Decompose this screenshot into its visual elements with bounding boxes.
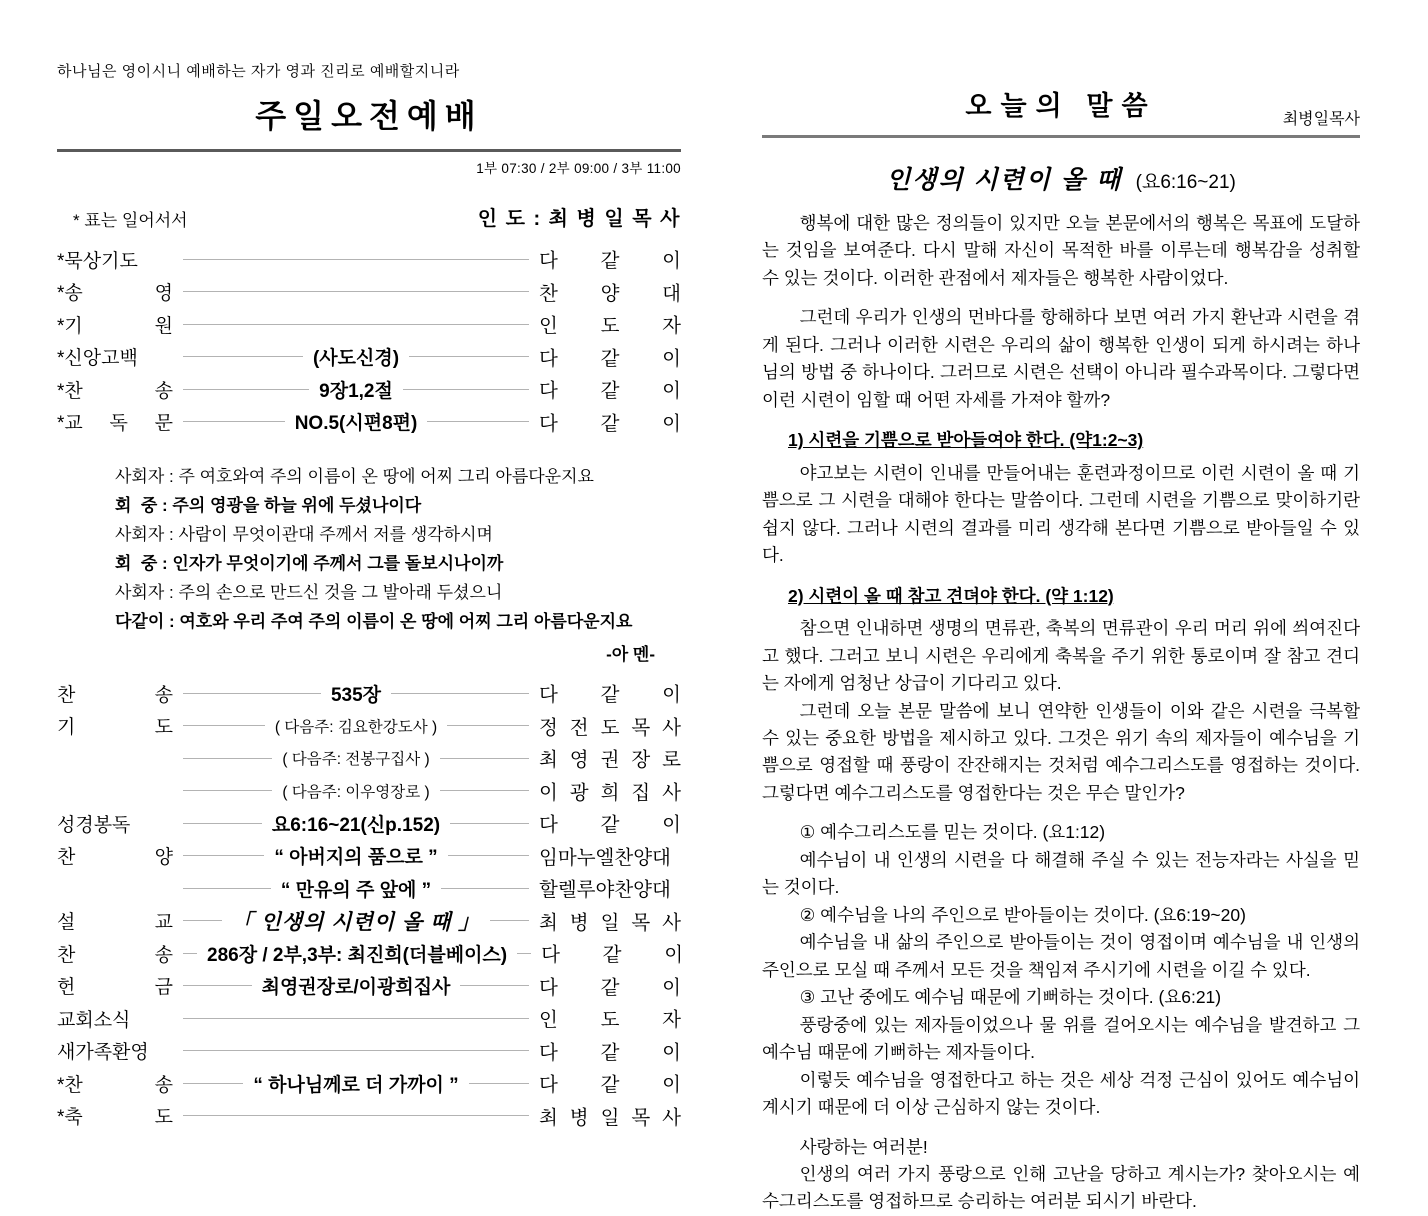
leader-line xyxy=(183,389,309,390)
leader-line xyxy=(450,823,529,824)
sermon-header xyxy=(762,84,1360,128)
reading-line xyxy=(115,549,681,578)
reading-speaker: 다같이 : xyxy=(115,612,180,631)
order-row xyxy=(57,1035,681,1068)
reading-line xyxy=(115,462,681,491)
sermon-paragraph: 인생의 여러 가지 풍랑으로 인해 고난을 당하고 계시는가? 찾아오시는 예수그리스도를 영접하므로 승리하는 여러분 되시기 바란다. xyxy=(762,1164,1360,1212)
order-row xyxy=(57,308,681,341)
sermon-paragraph: ② 예수님을 나의 주인으로 받아들이는 것이다. (요6:19~20) xyxy=(799,904,1246,925)
order-row xyxy=(57,1100,681,1133)
sermon-paragraph: 그런데 오늘 본문 말씀에 보니 연약한 인생들이 이와 같은 시련을 극복할 수 있는 중요한 방법을 제시하고 있다. 그것은 위기 속의 제자들이 예수님을 기쁨으로 영접할 때 풍랑이 잔잔해지는 것처럼 예수그리스도를 영접하는 것이다. 그렇다면 예수그리스도를 영접한다는 것은 무슨 말인가? xyxy=(762,700,1360,803)
order-of-worship-part2 xyxy=(57,677,684,1132)
reading-line xyxy=(115,491,681,520)
order-item-label: *송 영 xyxy=(57,283,173,305)
order-item-content: NO.5(시편8편) xyxy=(294,413,418,435)
order-row xyxy=(57,840,681,873)
order-item-label: *축 도 xyxy=(57,1107,173,1129)
order-row xyxy=(57,1002,681,1035)
order-item-person: 찬 양 대 xyxy=(539,282,681,305)
order-item-label: 찬 송 xyxy=(57,944,173,966)
leader-line xyxy=(441,888,529,889)
sermon-paragraph: ① 예수그리스도를 믿는 것이다. (요1:12) xyxy=(799,822,1106,843)
reading-text: 주 여호와여 주의 이름이 온 땅에 어찌 그리 아름다운지요 xyxy=(178,467,594,486)
order-of-worship-part1 xyxy=(57,243,681,438)
reading-line xyxy=(115,607,681,636)
service-leader: 인 도 : 최 병 일 목 사 xyxy=(477,208,681,230)
sermon-title: 인생의 시련이 올 때 xyxy=(886,166,1123,194)
leader-line xyxy=(183,1018,529,1019)
sermon-paragraph: ③ 고난 중에도 예수님 때문에 기뻐하는 것이다. (요6:21) xyxy=(799,987,1222,1008)
leader-line xyxy=(183,421,285,422)
order-item-content: 535장 xyxy=(330,684,382,706)
order-item-person: 정 전 도 목 사 xyxy=(539,716,681,739)
sermon-column xyxy=(762,84,1360,1216)
divider-rule xyxy=(57,149,681,152)
order-item-content: 최영권장로/이광희집사 xyxy=(261,977,451,999)
sermon-paragraph: 그런데 우리가 인생의 먼바다를 항해하다 보면 여러 가지 환난과 시련을 겪게 된다. 그러나 이러한 시련은 우리의 삶이 행복한 인생이 되게 하시려는 하나님의 방법 중 하나이다. 그러므로 시련은 선택이 아니라 필수과목이다. 그렇다면 이런 시련이 임할 때 어떤 자세를 가져야 할까? xyxy=(762,307,1360,410)
order-item-label: 새가족환영 xyxy=(57,1042,149,1064)
reading-speaker: 회 중 : xyxy=(115,496,173,515)
leader-line xyxy=(183,888,271,889)
order-item-person: 다 같 이 xyxy=(541,944,684,967)
order-item-person: 다 같 이 xyxy=(539,976,682,999)
reading-line xyxy=(115,578,681,607)
leader-line xyxy=(183,356,303,357)
order-item-person: 다 같 이 xyxy=(539,347,682,370)
order-item-label: 헌 금 xyxy=(57,977,173,999)
order-item-label: *신앙고백 xyxy=(57,348,138,370)
stand-note: * 표는 일어서서 xyxy=(73,211,188,230)
order-item-person: 최 영 권 장 로 xyxy=(539,749,681,772)
order-item-person: 인 도 자 xyxy=(539,1009,681,1032)
order-item-person: 다 같 이 xyxy=(539,684,681,707)
order-item-person: 다 같 이 xyxy=(539,380,682,403)
reading-text: 주의 손으로 만드신 것을 그 발아래 두셨으니 xyxy=(178,583,503,602)
sermon-body xyxy=(762,210,1360,1216)
order-item-content: “ 만유의 주 앞에 ” xyxy=(280,879,432,901)
leader-line xyxy=(440,758,529,759)
leader-line xyxy=(448,855,529,856)
sermon-paragraph: 사랑하는 여러분! xyxy=(799,1136,928,1157)
leader-line xyxy=(440,790,529,791)
order-item-person: 다 같 이 xyxy=(539,1074,681,1097)
leader-line xyxy=(183,758,272,759)
divider-rule xyxy=(762,135,1360,138)
reading-speaker: 회 중 : xyxy=(115,554,173,573)
leader-line xyxy=(469,1083,529,1084)
order-row xyxy=(57,937,684,970)
leader-line xyxy=(183,953,197,954)
sermon-point-heading: 1) 시련을 기쁨으로 받아들여야 한다. (약1:2~3) xyxy=(788,430,1144,451)
reading-text: 여호와 우리 주여 주의 이름이 온 땅에 어찌 그리 아름다운지요 xyxy=(179,612,633,631)
order-item-person: 다 같 이 xyxy=(539,250,681,273)
leader-line xyxy=(391,693,529,694)
reading-text: 사람이 무엇이관대 주께서 저를 생각하시며 xyxy=(178,525,493,544)
leader-line xyxy=(183,1083,243,1084)
order-row xyxy=(57,742,681,775)
sermon-scripture-ref: (요6:16~21) xyxy=(1135,172,1236,193)
order-row xyxy=(57,905,681,938)
order-item-label: *찬 송 xyxy=(57,380,173,402)
leader-line xyxy=(427,421,529,422)
sermon-paragraph: 예수님이 내 인생의 시련을 다 해결해 주실 수 있는 전능자라는 사실을 믿는 것이다. xyxy=(762,849,1360,898)
order-row xyxy=(57,710,681,743)
order-row xyxy=(57,341,681,374)
order-item-label: 찬 양 xyxy=(57,847,173,869)
order-item-content: ( 다음주: 전봉구집사 ) xyxy=(282,751,430,769)
order-item-content: “ 아버지의 품으로 ” xyxy=(274,847,438,869)
service-times: 1부 07:30 / 2부 09:00 / 3부 11:00 xyxy=(476,161,681,176)
order-row xyxy=(57,872,681,905)
leader-line xyxy=(183,324,529,325)
order-item-content: 「 인생의 시련이 올 때 」 xyxy=(231,910,481,934)
order-row xyxy=(57,406,681,439)
order-item-person: 최 병 일 목 사 xyxy=(539,1106,681,1129)
leader-line xyxy=(183,291,529,292)
responsive-reading xyxy=(57,462,681,636)
reading-speaker: 사회자 : xyxy=(115,583,179,602)
order-row xyxy=(57,807,681,840)
sermon-section-title: 오늘의 말씀 xyxy=(965,91,1157,121)
order-item-person: 최 병 일 목 사 xyxy=(539,911,681,934)
reading-text: 인자가 무엇이기에 주께서 그를 돌보시나이까 xyxy=(172,554,504,573)
order-item-person: 이 광 희 집 사 xyxy=(539,781,681,804)
order-item-content: ( 다음주: 이우영장로 ) xyxy=(282,783,430,801)
leader-line xyxy=(183,920,222,921)
order-item-content: (사도신경) xyxy=(312,348,400,370)
order-item-content: 9장1,2절 xyxy=(319,380,393,402)
reading-text: 주의 영광을 하늘 위에 두셨나이다 xyxy=(172,496,422,515)
order-item-label: *찬 송 xyxy=(57,1074,173,1096)
leader-line xyxy=(447,725,529,726)
order-row xyxy=(57,243,681,276)
order-item-person: 다 같 이 xyxy=(539,1041,681,1064)
leader-line xyxy=(183,693,321,694)
leader-line xyxy=(183,259,529,260)
leader-line xyxy=(183,725,265,726)
order-row xyxy=(57,677,681,710)
leader-line xyxy=(183,855,264,856)
reading-line xyxy=(115,520,681,549)
order-item-person: 할렐루야찬양대 xyxy=(539,879,671,902)
scripture-verse-line: 하나님은 영이시니 예배하는 자가 영과 진리로 예배할지니라 xyxy=(57,63,460,80)
order-item-person: 인 도 자 xyxy=(539,315,681,338)
reading-speaker: 사회자 : xyxy=(115,467,179,486)
amen-line: -아 멘- xyxy=(606,645,655,664)
order-item-person: 다 같 이 xyxy=(539,814,681,837)
order-item-content: 요6:16~21(신p.152) xyxy=(271,814,441,836)
sermon-paragraph: 행복에 대한 많은 정의들이 있지만 오늘 본문에서의 행복은 목표에 도달하는 것임을 보여준다. 다시 말해 자신이 목적한 바를 이루는데 행복감을 성취할 수 있는 것이다. 이러한 관점에서 제자들은 행복한 사람이었다. xyxy=(762,213,1360,288)
order-item-label: *기 원 xyxy=(57,315,173,337)
order-item-label: *교 독 문 xyxy=(57,413,173,435)
worship-title: 주일오전예배 xyxy=(255,98,483,134)
order-item-label: 기 도 xyxy=(57,717,173,739)
sermon-title-line xyxy=(762,160,1360,196)
leader-line xyxy=(183,985,252,986)
order-row xyxy=(57,775,681,808)
order-row xyxy=(57,276,681,309)
order-item-label: *묵상기도 xyxy=(57,250,138,272)
order-row xyxy=(57,1067,681,1100)
order-item-content: “ 하나님께로 더 가까이 ” xyxy=(253,1074,459,1096)
order-item-label: 설 교 xyxy=(57,912,173,934)
leader-line xyxy=(183,790,272,791)
order-item-content: 286장 / 2부,3부: 최진희(더블베이스) xyxy=(207,944,508,966)
order-item-person: 다 같 이 xyxy=(539,412,682,435)
order-item-label: 찬 송 xyxy=(57,684,173,706)
sermon-paragraph: 야고보는 시련이 인내를 만들어내는 훈련과정이므로 이런 시련이 올 때 기쁨으로 그 시련을 대해야 한다는 말씀이다. 그런데 시련을 기쁨으로 맞이하기란 쉽지 않다. 그러나 시련의 결과를 미리 생각해 본다면 기쁨으로 받아들일 수 있다. xyxy=(762,462,1360,566)
sermon-paragraph: 이렇듯 예수님을 영접한다고 하는 것은 세상 걱정 근심이 있어도 예수님이 계시기 때문에 더 이상 근심하지 않는 것이다. xyxy=(762,1069,1360,1118)
order-row xyxy=(57,373,681,406)
order-item-person: 임마누엘찬양대 xyxy=(539,846,671,869)
leader-line xyxy=(409,356,529,357)
leader-line xyxy=(183,823,262,824)
order-row xyxy=(57,970,681,1003)
pastor-name: 최병일목사 xyxy=(1282,111,1360,128)
leader-line xyxy=(183,1115,529,1116)
leader-row xyxy=(57,202,681,231)
worship-order-column xyxy=(57,60,684,1132)
sermon-paragraph: 풍랑중에 있는 제자들이었으나 물 위를 걸어오시는 예수님을 발견하고 그 예수님 때문에 기뻐하는 제자들이다. xyxy=(762,1014,1360,1063)
sermon-paragraph: 참으면 인내하면 생명의 면류관, 축복의 면류관이 우리 머리 위에 씌여진다고 했다. 그러고 보니 시련은 우리에게 축복을 주기 위한 통로이며 잘 참고 견디는 자에게 엄청난 상급이 기다리고 있다. xyxy=(762,618,1360,694)
order-item-label: 교회소식 xyxy=(57,1009,131,1031)
leader-line xyxy=(403,389,529,390)
leader-line xyxy=(183,1050,529,1051)
order-item-content: ( 다음주: 김요한강도사 ) xyxy=(274,718,438,736)
order-item-label: 성경봉독 xyxy=(57,814,131,836)
sermon-point-heading: 2) 시련이 올 때 참고 견뎌야 한다. (약 1:12) xyxy=(788,585,1114,606)
reading-speaker: 사회자 : xyxy=(115,525,179,544)
leader-line xyxy=(490,920,529,921)
sermon-paragraph: 예수님을 내 삶의 주인으로 받아들이는 것이 영접이며 예수님을 내 인생의 주인으로 모실 때 주께서 모든 것을 책임져 주시기에 시련을 이길 수 있다. xyxy=(762,932,1360,980)
leader-line xyxy=(517,953,531,954)
leader-line xyxy=(460,985,529,986)
